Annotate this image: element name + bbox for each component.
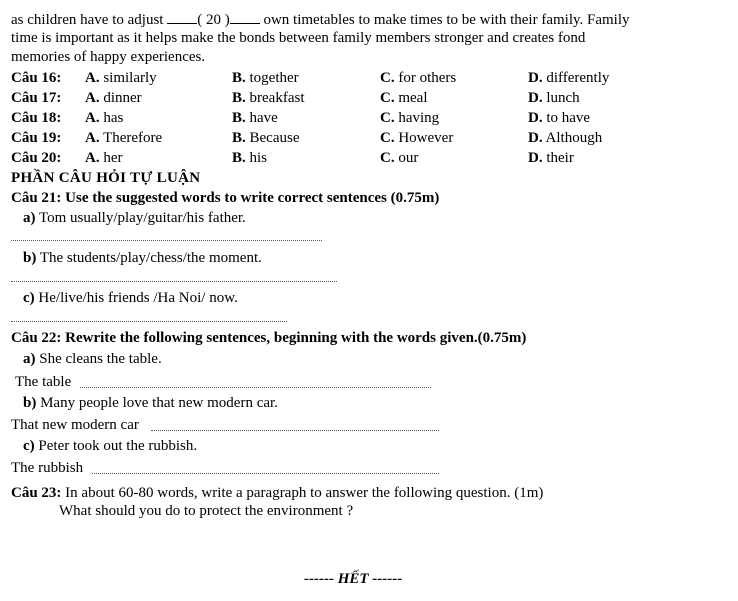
q22-item-c: c) Peter took out the rubbish. [23, 438, 198, 454]
option-b: B. his [232, 150, 268, 166]
passage-line-2: time is important as it helps make the bonds between family members stronger and creates fond [11, 30, 586, 46]
option-d: D. their [528, 150, 574, 166]
passage-line-1 [11, 9, 709, 30]
q21-item-b: b) The students/play/chess/the moment. [23, 250, 262, 266]
option-a: A. has [85, 110, 124, 126]
option-a: A. dinner [85, 90, 142, 106]
option-c: C. meal [380, 90, 428, 106]
passage-line-3: memories of happy experiences. [11, 49, 206, 65]
passage-text: own timetables to make times to be with their family. Family [259, 12, 630, 28]
option-c: C. our [380, 150, 419, 166]
q22-title: Câu 22: Rewrite the following sentences, beginning with the words given.(0.75m) [11, 330, 527, 346]
option-b: B. together [232, 70, 299, 86]
option-d: D. lunch [528, 90, 580, 106]
q22-start-b: That new modern car [11, 417, 139, 433]
answer-dotted-line[interactable] [151, 430, 439, 431]
q23-prompt: Câu 23: In about 60-80 words, write a paragraph to answer the following question. (1m) [11, 485, 544, 501]
passage-text: as children have to adjust [11, 12, 168, 28]
option-c: C. for others [380, 70, 457, 86]
question-number: Câu 18: [11, 110, 62, 126]
option-d: D. Although [528, 130, 603, 146]
q21-title: Câu 21: Use the suggested words to write correct sentences (0.75m) [11, 190, 440, 206]
option-a: A. Therefore [85, 130, 163, 146]
answer-dotted-line[interactable] [11, 321, 287, 322]
answer-dotted-line[interactable] [80, 387, 431, 388]
end-mark: ------ HẾT ------ [304, 571, 403, 587]
blank-line [167, 9, 197, 24]
option-c: C. having [380, 110, 440, 126]
option-b: B. Because [232, 130, 300, 146]
answer-dotted-line[interactable] [11, 281, 337, 282]
q22-start-c: The rubbish [11, 460, 84, 476]
option-a: A. her [85, 150, 123, 166]
question-number: Câu 20: [11, 150, 62, 166]
option-a: A. similarly [85, 70, 157, 86]
blank-line [230, 9, 260, 24]
q22-item-a: a) She cleans the table. [23, 351, 162, 367]
section-title: PHẦN CÂU HỎI TỰ LUẬN [11, 170, 201, 186]
q21-item-a: a) Tom usually/play/guitar/his father. [23, 210, 246, 226]
option-d: D. differently [528, 70, 610, 86]
question-number: Câu 17: [11, 90, 62, 106]
q22-item-b: b) Many people love that new modern car. [23, 395, 278, 411]
answer-dotted-line[interactable] [11, 240, 322, 241]
option-c: C. However [380, 130, 454, 146]
option-b: B. breakfast [232, 90, 305, 106]
question-number: Câu 19: [11, 130, 62, 146]
q23-question: What should you do to protect the environment ? [59, 503, 354, 519]
option-d: D. to have [528, 110, 591, 126]
question-number: Câu 16: [11, 70, 62, 86]
answer-dotted-line[interactable] [92, 473, 439, 474]
q22-start-a: The table [15, 374, 72, 390]
blank-number: ( 20 ) [197, 12, 230, 28]
q21-item-c: c) He/live/his friends /Ha Noi/ now. [23, 290, 238, 306]
option-b: B. have [232, 110, 278, 126]
